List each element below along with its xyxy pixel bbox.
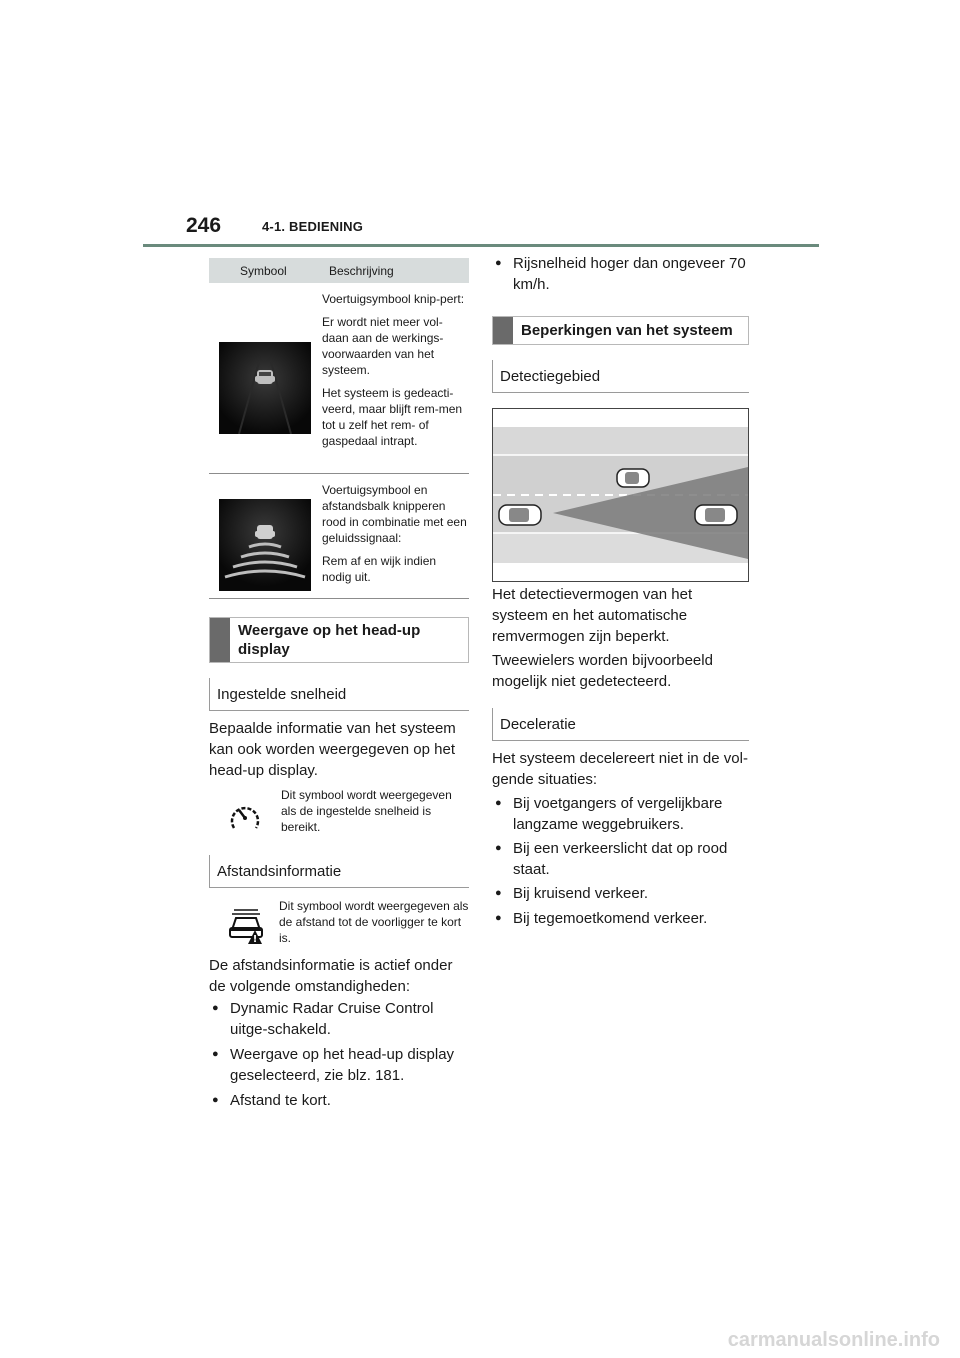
row1-text-1: Voertuigsymbool knip-pert: bbox=[322, 292, 465, 306]
car-icon bbox=[617, 469, 649, 487]
list-item: ● Rijsnelheid hoger dan ongeveer 70 km/h. bbox=[495, 253, 749, 295]
distance-warning-icon bbox=[226, 906, 266, 946]
speedometer-icon bbox=[229, 798, 261, 832]
hud-section-title: Weergave op het head-up display bbox=[238, 622, 421, 658]
list-item: ● Afstand te kort. bbox=[212, 1090, 469, 1111]
list-item: ● Bij een verkeerslicht dat op rood staat. bbox=[495, 838, 749, 880]
row2-text-1: Voertuigsymbool en afstandsbalk knipperen rood in combinatie met een geluidssignaal: bbox=[322, 483, 467, 545]
distance-symbol-desc: Dit symbool wordt weergegeven als de afstand tot de voorligger te kort is. bbox=[279, 899, 469, 945]
list-item: ● Bij tegemoetkomend verkeer. bbox=[495, 908, 749, 929]
list-item: ● Bij voetgangers of vergelijkbare langzame weggebruikers. bbox=[495, 793, 749, 835]
watermark: carmanualsonline.info bbox=[727, 1329, 940, 1351]
section-title: 4-1. BEDIENING bbox=[262, 219, 364, 234]
page-number: 246 bbox=[186, 214, 222, 237]
section-bar bbox=[493, 317, 513, 344]
list-item: ● Weergave op het head-up display geselecteerd, zie blz. 181. bbox=[212, 1044, 469, 1086]
hud-section-box bbox=[209, 617, 469, 663]
detection-subhead bbox=[492, 360, 749, 393]
table-header bbox=[209, 258, 469, 283]
deceleration-intro: Het systeem decelereert niet in de vol-gende situaties: bbox=[492, 750, 748, 788]
limits-section-title: Beperkingen van het systeem bbox=[521, 322, 733, 339]
set-speed-subhead-text: Ingestelde snelheid bbox=[217, 686, 347, 703]
col-description-header: Beschrijving bbox=[329, 263, 394, 278]
row2-text-2: Rem af en wijk indien nodig uit. bbox=[322, 554, 437, 584]
header-divider bbox=[143, 244, 819, 247]
list-item: ● Bij kruisend verkeer. bbox=[495, 883, 749, 904]
detection-text-1: Het detectievermogen van het systeem en het automatische remvermogen zijn beperkt. bbox=[492, 586, 693, 645]
table-row-divider bbox=[209, 598, 469, 599]
col-symbol-header: Symbool bbox=[240, 263, 287, 278]
set-speed-intro: Bepaalde informatie van het systeem kan ook worden weergegeven op het head-up display. bbox=[209, 720, 456, 779]
row1-text-3: Het systeem is gedeacti-veerd, maar blijft rem-men tot u zelf het rem- of gaspedaal intrapt. bbox=[322, 386, 463, 448]
detection-subhead-text: Detectiegebied bbox=[500, 368, 601, 385]
deceleration-subhead bbox=[492, 708, 749, 741]
vehicle-symbol-blinking-image bbox=[219, 342, 311, 434]
row1-text-2: Er wordt niet meer vol-daan aan de werkings-voorwaarden van het systeem. bbox=[322, 315, 444, 377]
table-row-divider bbox=[209, 473, 469, 474]
set-speed-symbol-desc: Dit symbool wordt weergegeven als de ingestelde snelheid is bereikt. bbox=[281, 788, 452, 834]
vehicle-distance-bar-red-image bbox=[219, 499, 311, 591]
distance-intro: De afstandsinformatie is actief onder de volgende omstandigheden: bbox=[209, 957, 453, 995]
distance-subhead-text: Afstandsinformatie bbox=[217, 863, 342, 880]
set-speed-subhead bbox=[209, 678, 469, 711]
list-item: ● Dynamic Radar Cruise Control uitge-schakeld. bbox=[212, 998, 469, 1040]
deceleration-subhead-text: Deceleratie bbox=[500, 716, 576, 733]
limits-section-box bbox=[492, 316, 749, 345]
distance-subhead bbox=[209, 855, 469, 888]
detection-text-2: Tweewielers worden bijvoorbeeld mogelijk niet gedetecteerd. bbox=[492, 652, 713, 690]
section-bar bbox=[210, 618, 230, 662]
detection-area-diagram bbox=[492, 408, 749, 582]
row2-description bbox=[322, 482, 467, 592]
svg-text:!: ! bbox=[252, 934, 258, 945]
row1-description bbox=[322, 291, 467, 456]
